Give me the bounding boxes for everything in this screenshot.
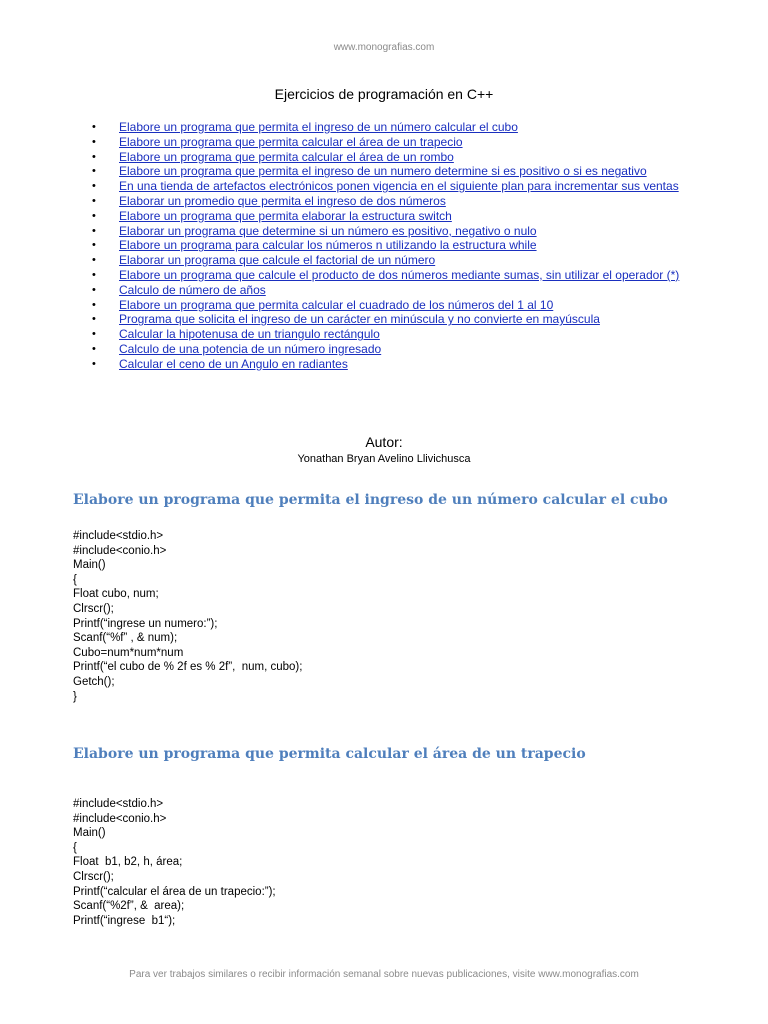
bullet-icon: • [92,313,96,326]
exercise-link[interactable]: Calculo de una potencia de un número ingresado [119,341,382,356]
exercise-link[interactable]: Programa que solicita el ingreso de un carácter en minúscula y no convierte en mayúscula [119,312,600,327]
list-item [90,312,690,327]
bullet-icon: • [92,268,96,281]
list-item [90,238,690,253]
exercise-link[interactable]: Elaborar un programa que determine si un número es positivo, negativo o nulo [119,223,537,238]
code-block-cubo: #include<stdio.h> #include<conio.h> Main() { Float cubo, num; Clrscr(); Printf(“ingrese un numero:”); Scanf(“%f” , & num); Cubo=num*num*num Printf(“el cubo de % 2f es % 2f”, num, cubo); Getch(); } [73,530,303,703]
bullet-icon: • [92,224,96,237]
exercise-link[interactable]: En una tienda de artefactos electrónicos ponen vigencia en el siguiente plan para incrementar sus ventas [119,179,679,194]
footer-text: Para ver trabajos similares o recibir información semanal sobre nuevas publicaciones, visite www.monografias.com [129,969,639,980]
list-item [90,298,690,313]
exercise-link[interactable]: Elabore un programa que permita calcular el cuadrado de los números del 1 al 10 [119,297,554,312]
bullet-icon: • [92,209,96,222]
list-item [90,120,690,135]
exercise-link[interactable]: Elabore un programa que permita calcular el área de un trapecio [119,134,463,149]
list-item [90,268,690,283]
list-item [90,224,690,239]
exercise-link[interactable]: Elabore un programa que permita elaborar la estructura switch [119,208,452,223]
header-url: www.monografias.com [333,42,435,53]
list-item [90,164,690,179]
list-item [90,209,690,224]
list-item [90,342,690,357]
exercise-link[interactable]: Elabore un programa que calcule el producto de dos números mediante sumas, sin utilizar el operador (*) [119,267,680,282]
page-title: Ejercicios de programación en C++ [274,86,494,102]
exercise-link[interactable]: Elabore un programa que permita el ingreso de un número calcular el cubo [119,120,518,134]
list-item [90,179,690,194]
bullet-icon: • [92,254,96,267]
list-item [90,327,690,342]
bullet-icon: • [92,357,96,370]
bullet-icon: • [92,194,96,207]
author-label: Autor: [365,434,403,450]
exercise-link[interactable]: Calculo de número de años [119,282,266,297]
bullet-icon: • [92,165,96,178]
list-item [90,357,690,372]
exercise-link[interactable]: Elabore un programa que permita el ingreso de un numero determine si es positivo o si es negativo [119,164,647,179]
exercise-list [90,120,690,372]
bullet-icon: • [92,239,96,252]
bullet-icon: • [92,135,96,148]
exercise-link[interactable]: Elabore un programa para calcular los números n utilizando la estructura while [119,238,537,253]
bullet-icon: • [92,328,96,341]
code-block-trapecio: #include<stdio.h> #include<conio.h> Main() { Float b1, b2, h, área; Clrscr(); Printf(“calcular el área de un trapecio:”); Scanf(“%2f”, & area); Printf(“ingrese b1“); [73,798,276,927]
bullet-icon: • [92,121,96,133]
exercise-link[interactable]: Calcular el ceno de un Angulo en radiantes [119,356,348,371]
list-item [90,150,690,165]
exercise-link[interactable]: Calcular la hipotenusa de un triangulo rectángulo [119,327,380,342]
list-item [90,135,690,150]
bullet-icon: • [92,283,96,296]
section-heading-trapecio: Elabore un programa que permita calcular el área de un trapecio [73,746,586,762]
bullet-icon: • [92,150,96,163]
bullet-icon: • [92,180,96,193]
section-heading-cubo: Elabore un programa que permita el ingreso de un número calcular el cubo [73,492,668,508]
list-item [90,194,690,209]
exercise-link[interactable]: Elaborar un programa que calcule el factorial de un número [119,253,436,268]
bullet-icon: • [92,342,96,355]
author-name: Yonathan Bryan Avelino Llivichusca [297,453,471,465]
list-item [90,253,690,268]
list-item [90,283,690,298]
exercise-link[interactable]: Elaborar un promedio que permita el ingreso de dos números [119,193,446,208]
bullet-icon: • [92,298,96,311]
exercise-link[interactable]: Elabore un programa que permita calcular el área de un rombo [119,149,454,164]
